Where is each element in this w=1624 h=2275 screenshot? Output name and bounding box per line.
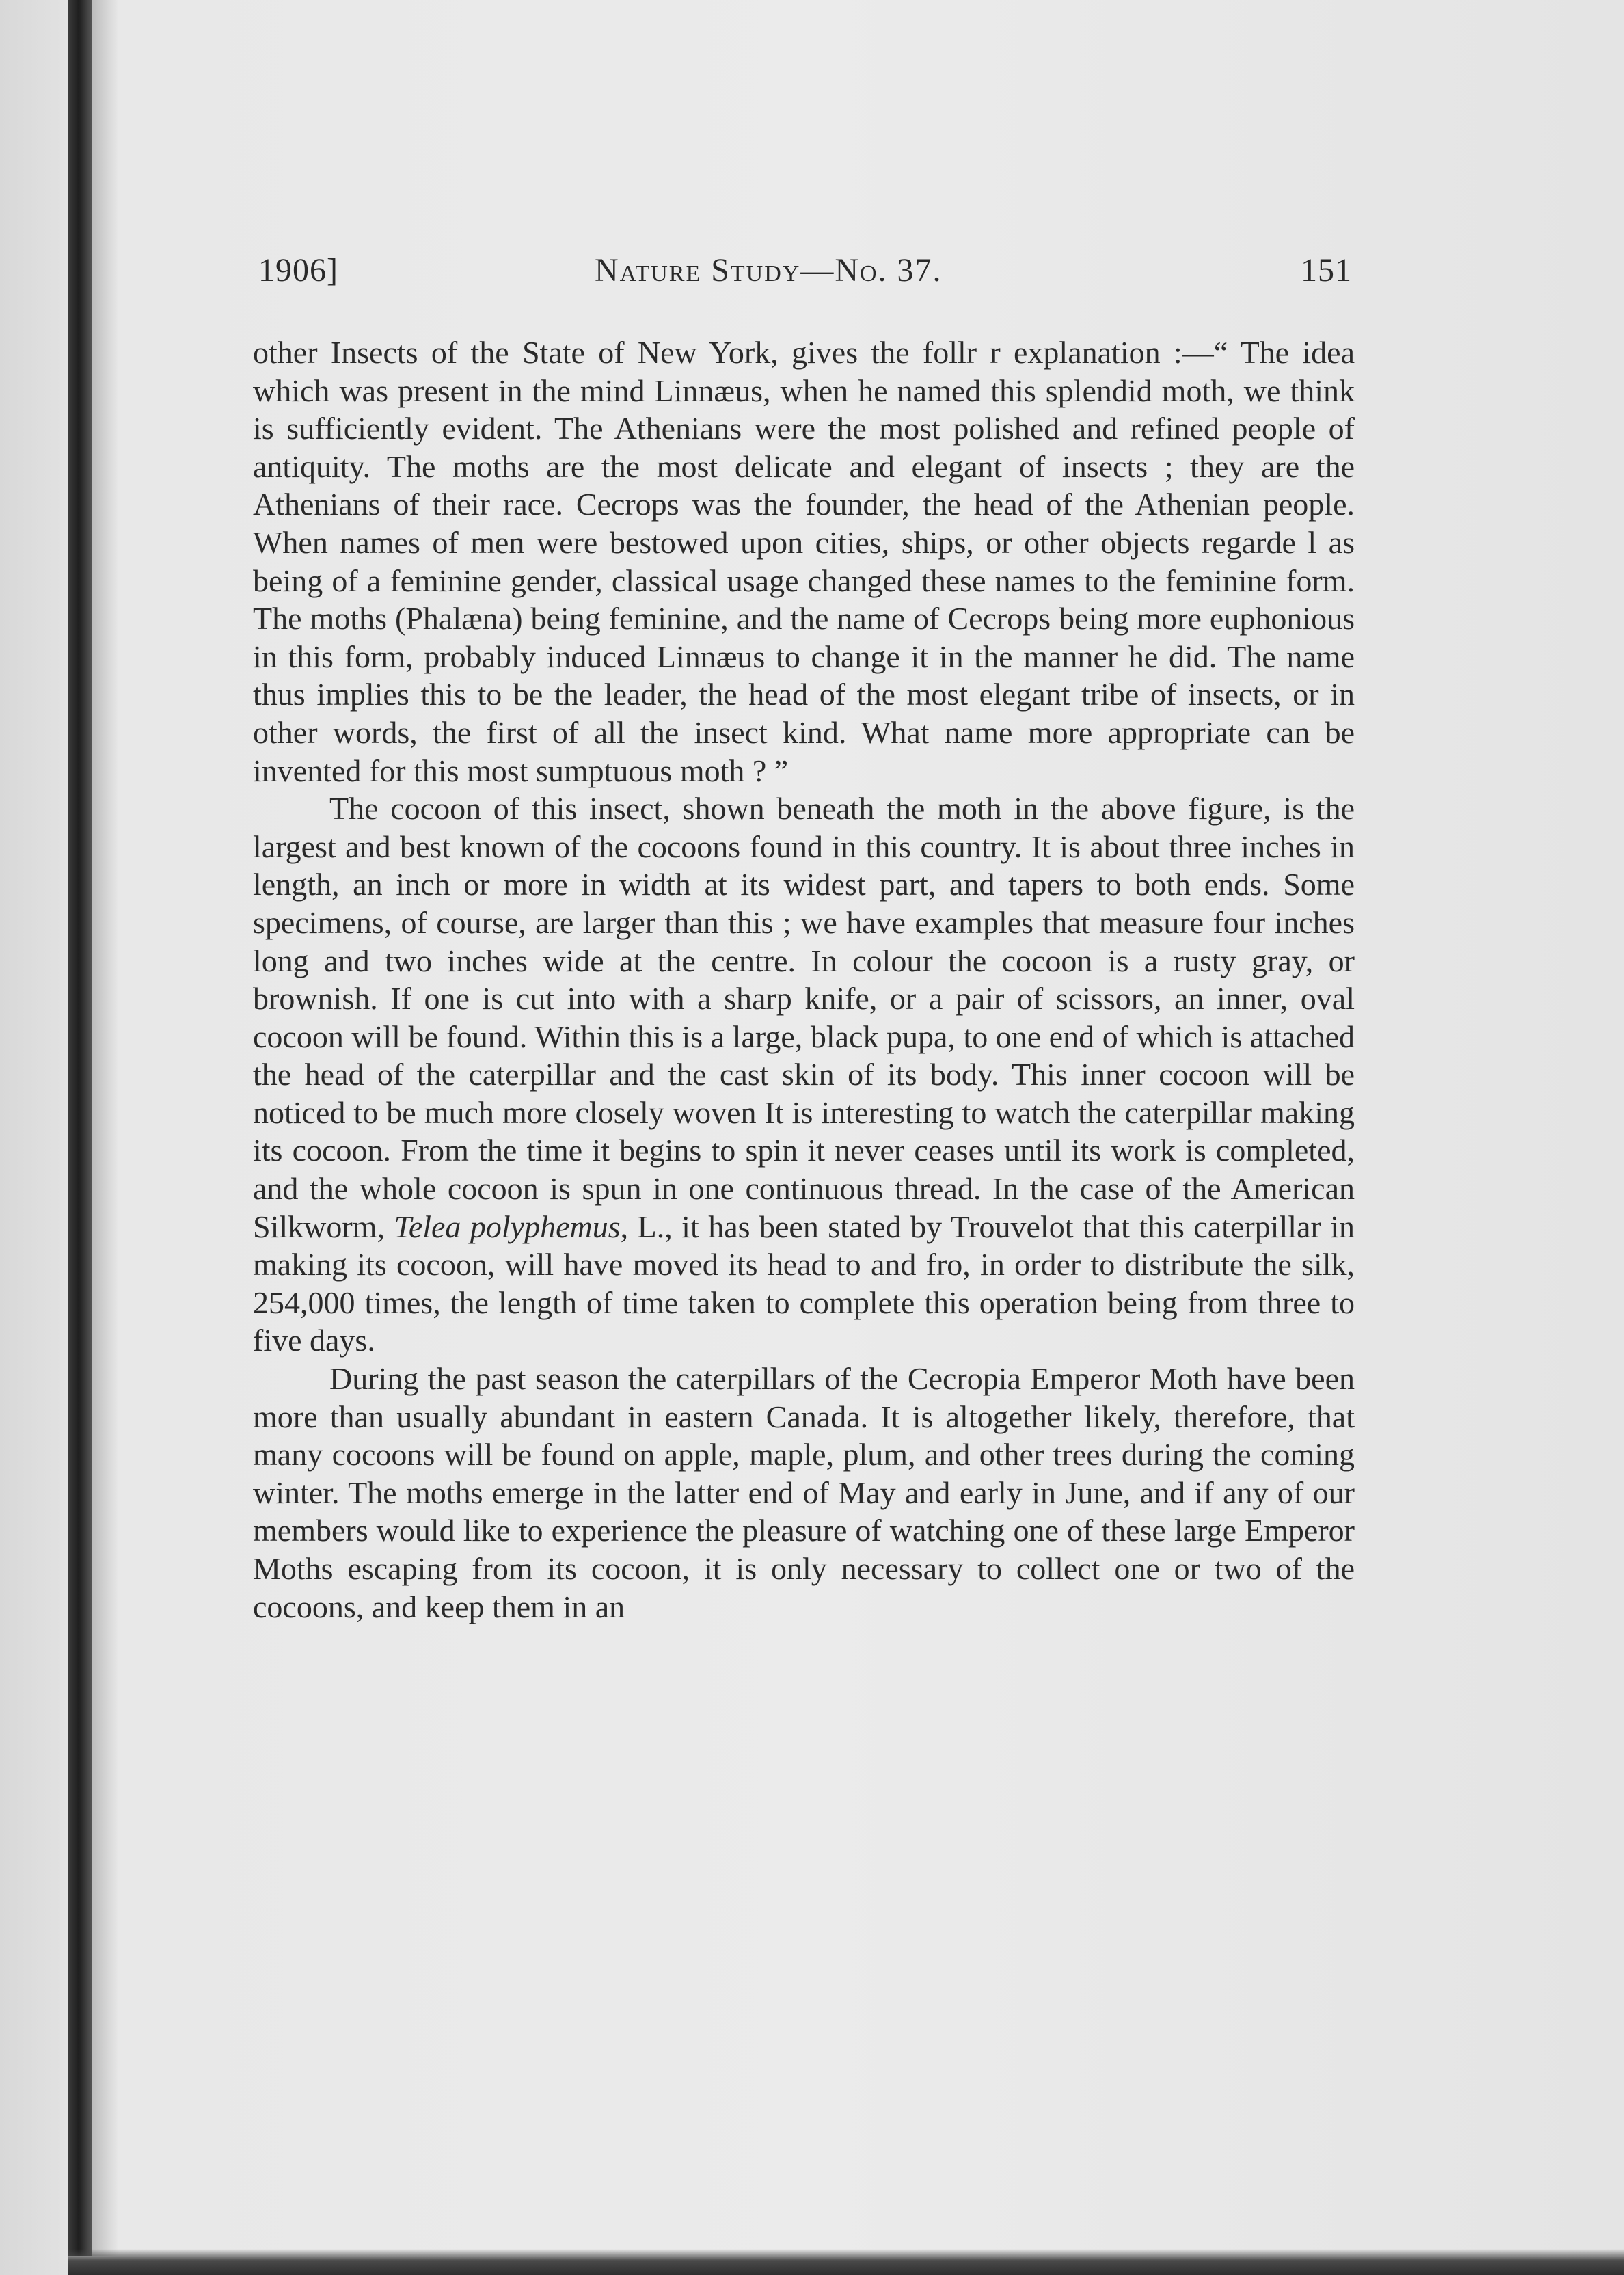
body-text — [253, 334, 1355, 1626]
paragraph-3: During the past season the caterpillars of the Cecropia Emperor Moth have been more than usually abundant in eastern Canada. It is altogether likely, therefore, that many cocoons will be found on apple, maple, plum, and other trees during the coming winter. The moths emerge in the latter end of May and early in June, and if any of our members would like to experience the pleasure of watching one of these large Emperor Moths escaping from its cocoon, it is only necessary to collect one or two of the cocoons, and keep them in an — [253, 1361, 1355, 1624]
paragraph-1: other Insects of the State of New York, gives the follr r explanation :—“ The idea which was present in the mind Linnæus, when he named this splendid moth, we think is sufficiently evident. The Athenians were the most polished and refined people of antiquity. The moths are the most delicate and elegant of insects ; they are the Athenians of their race. Cecrops was the founder, the head of the Athenian people. When names of men were bestowed upon cities, ships, or other objects regarde l as being of a feminine gender, classical usage changed these names to the feminine form. The moths (Phalæna) being feminine, and the name of Cecrops being more euphonious in this form, probably induced Linnæus to change it in the manner he did. The name thus implies this to be the leader, the head of the most elegant tribe of insects, or in other words, the first of all the insect kind. What name more appropriate can be invented for this most sumptuous moth ? ” — [253, 335, 1355, 788]
paragraph-2-text: The cocoon of this insect, shown beneath the moth in the above figure, is the largest and best known of the cocoons found in this country. It is about three inches in length, an inch or more in width at its widest part, and tapers to both ends. Some specimens, of course, are larger than this ; we have examples that measure four inches long and two inches wide at the centre. In colour the cocoon is a rusty gray, or brownish. If one is cut into with a sharp knife, or a pair of scissors, an inner, oval cocoon will be found. Within this is a large, black pupa, to one end of which is attached the head of the caterpillar and the cast skin of its body. This inner cocoon will be noticed to be much more closely woven It is interesting to watch the caterpillar making its cocoon. From the time it begins to spin it never ceases until its work is completed, and the whole cocoon is spun in one continuous thread. In the case of the American Silkworm, — [253, 791, 1355, 1244]
page-number: 151 — [1301, 252, 1352, 288]
paragraph-2 — [253, 790, 1355, 1360]
header-title: Nature Study—No. 37. — [595, 252, 943, 288]
header-year: 1906] — [258, 252, 338, 288]
running-header — [258, 252, 1352, 299]
species-name: Telea polyphemus — [394, 1209, 621, 1244]
page-bottom-edge — [68, 2249, 1624, 2275]
binding-shadow — [92, 0, 119, 2256]
paragraph-2-text-after: , L., it has been stated by Trouvelot that this caterpillar in making its cocoon, will have moved its head to and fro, in order to distribute the silk, 254,000 times, the length of time taken to complete this operation being from three to five days. — [253, 1209, 1355, 1358]
book-binding-edge — [68, 0, 92, 2256]
